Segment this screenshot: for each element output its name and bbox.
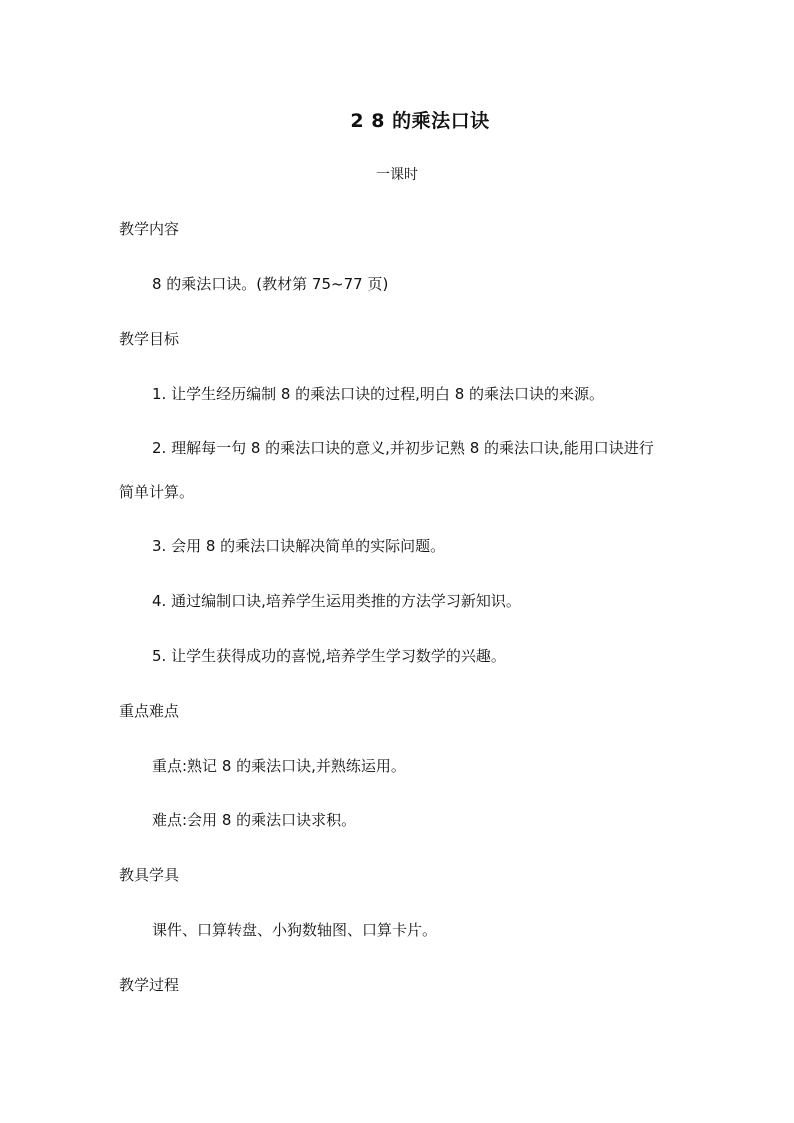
section-heading-tools: 教具学具 xyxy=(119,866,180,884)
key-point-text: 重点:熟记 8 的乘法口诀,并熟练运用。 xyxy=(152,757,406,775)
section-heading-process: 教学过程 xyxy=(119,976,180,994)
section-heading-content: 教学内容 xyxy=(119,220,180,238)
goal-item-4: 4. 通过编制口诀,培养学生运用类推的方法学习新知识。 xyxy=(152,592,521,610)
section-heading-goals: 教学目标 xyxy=(119,330,180,348)
document-subtitle: 一课时 xyxy=(376,167,418,183)
goal-item-2-line-1: 2. 理解每一句 8 的乘法口诀的意义,并初步记熟 8 的乘法口诀,能用口诀进行 xyxy=(152,439,654,457)
goal-item-2-line-2: 简单计算。 xyxy=(119,483,195,501)
tools-text: 课件、口算转盘、小狗数轴图、口算卡片。 xyxy=(152,921,438,939)
content-text: 8 的乘法口诀。(教材第 75~77 页) xyxy=(152,275,389,293)
section-heading-key: 重点难点 xyxy=(119,702,180,720)
document-title: 2 8 的乘法口诀 xyxy=(350,110,490,132)
goal-item-3: 3. 会用 8 的乘法口诀解决简单的实际问题。 xyxy=(152,537,446,555)
difficult-point-text: 难点:会用 8 的乘法口诀求积。 xyxy=(152,811,357,829)
goal-item-5: 5. 让学生获得成功的喜悦,培养学生学习数学的兴趣。 xyxy=(152,647,506,665)
goal-item-1: 1. 让学生经历编制 8 的乘法口诀的过程,明白 8 的乘法口诀的来源。 xyxy=(152,385,605,403)
